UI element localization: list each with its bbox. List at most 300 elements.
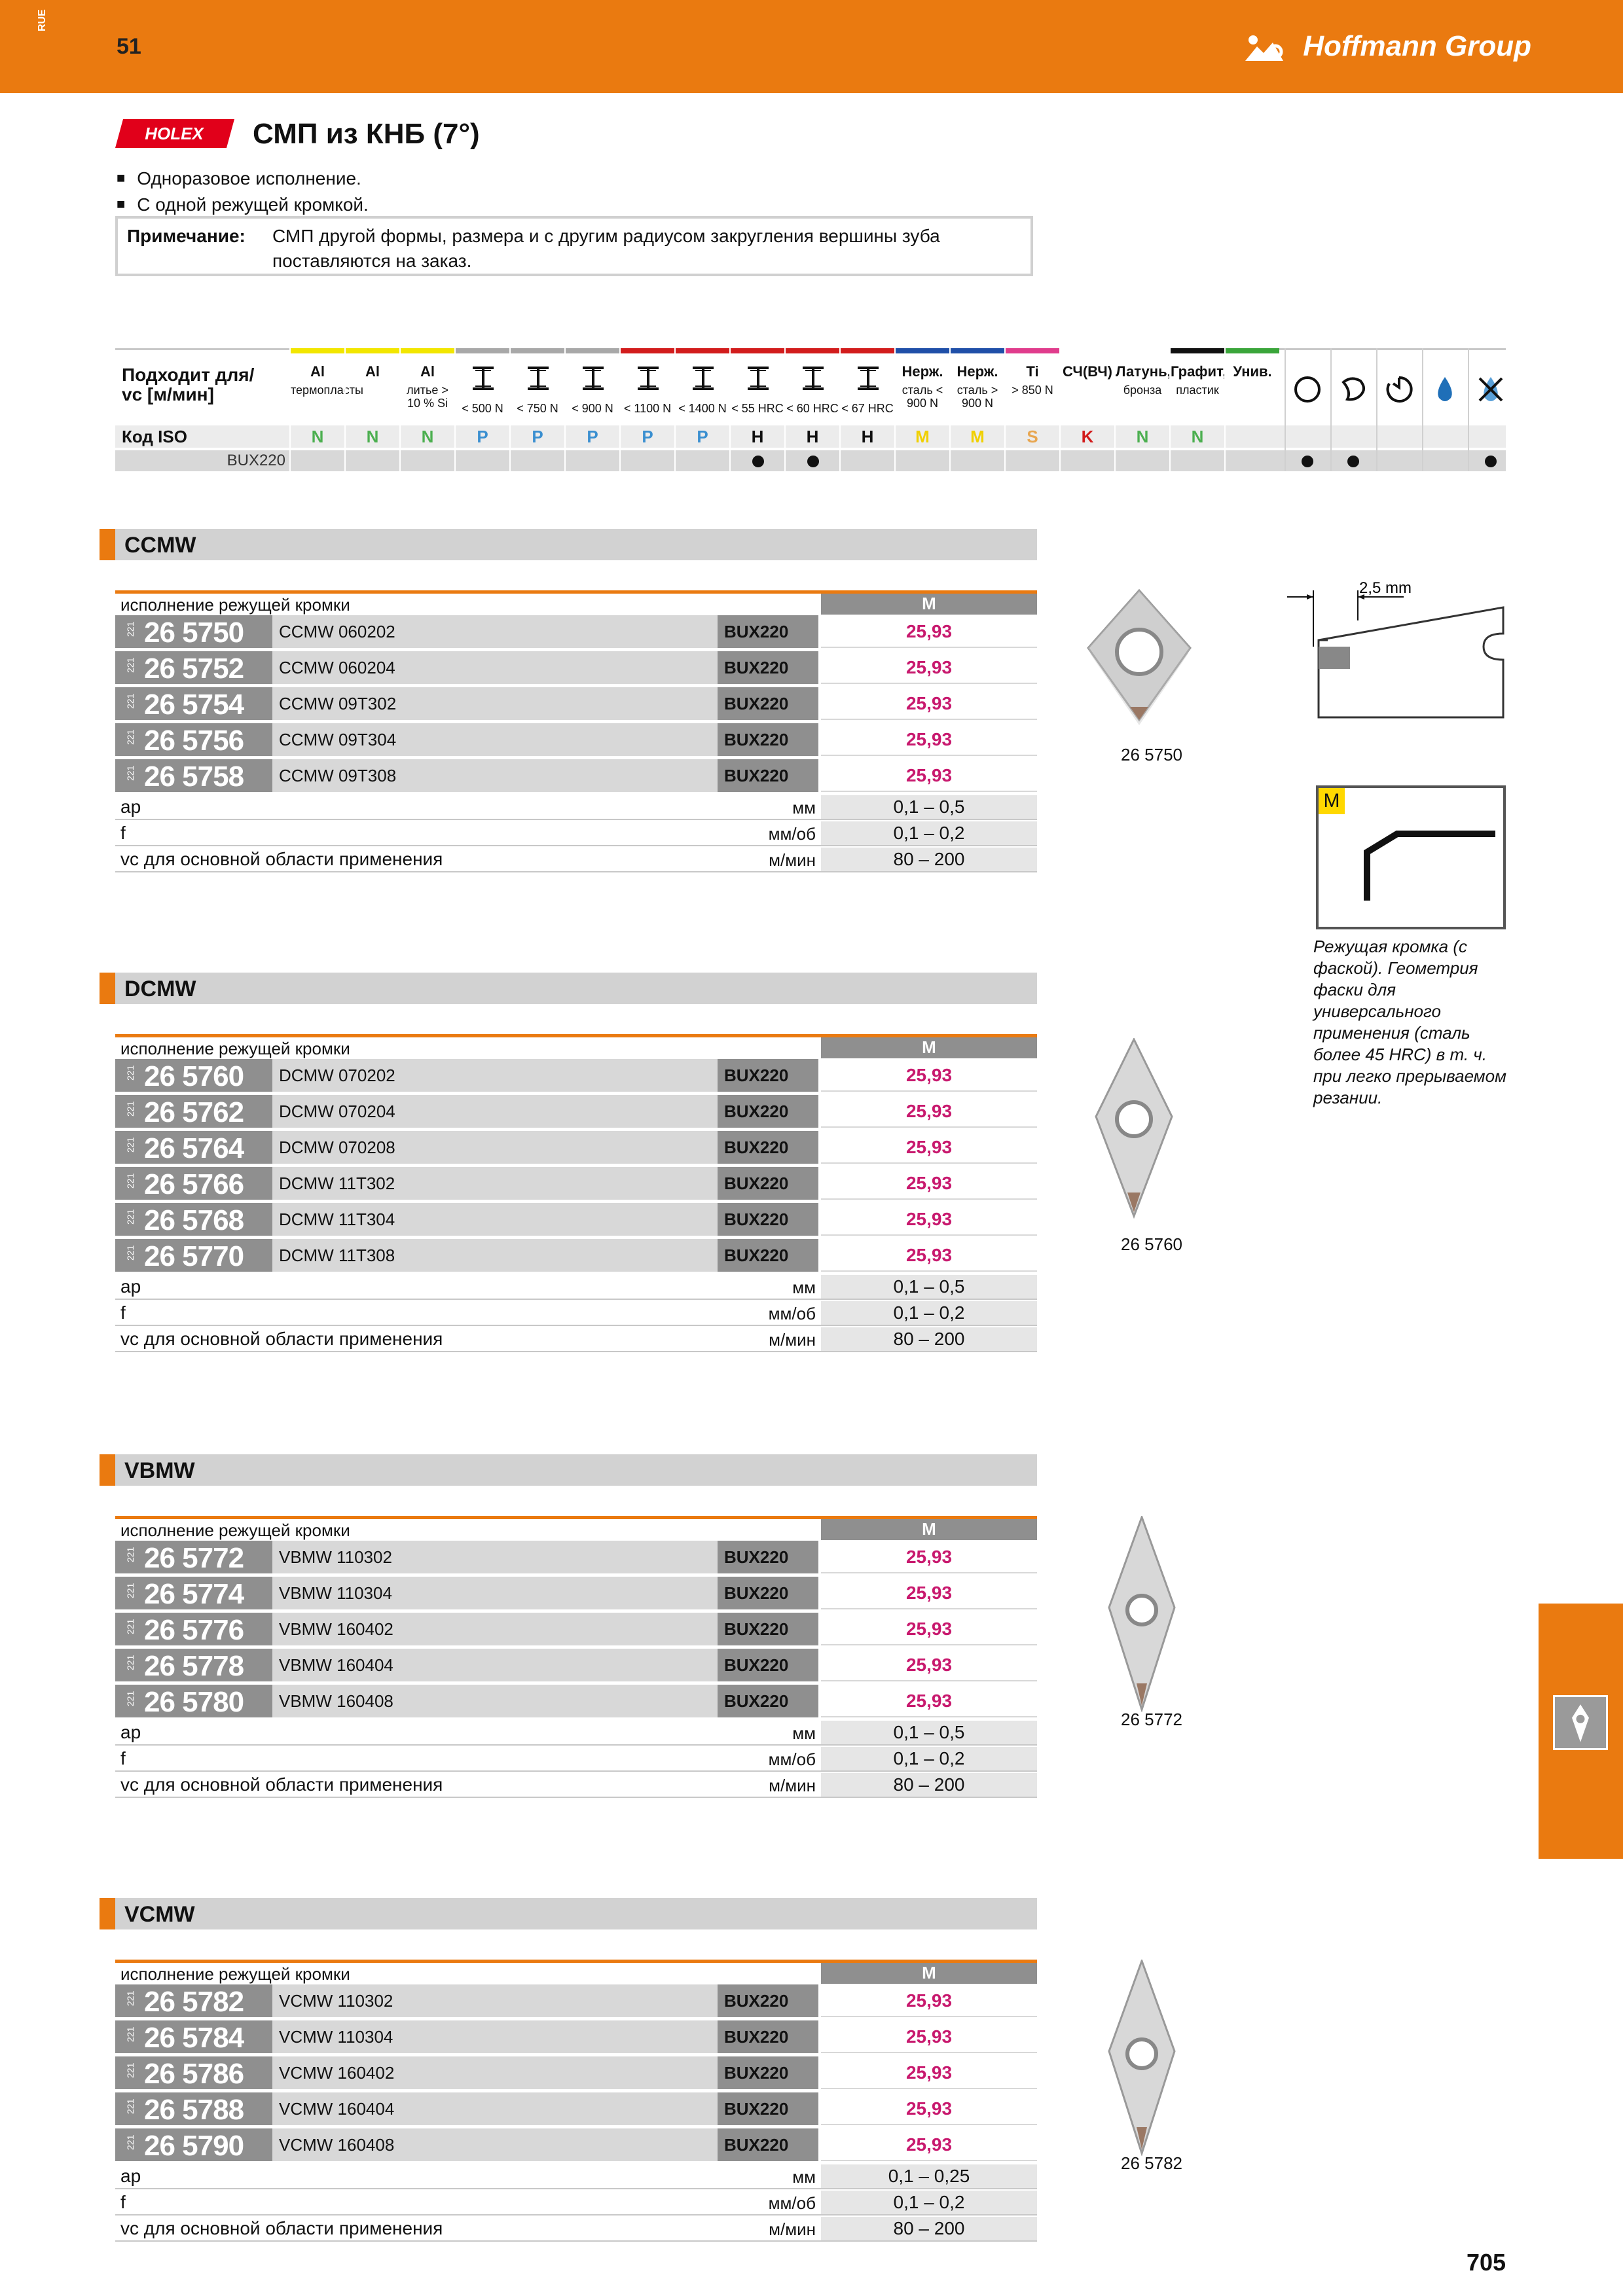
grade: BUX220 [718, 1239, 818, 1272]
article-number-cell [115, 1095, 272, 1128]
article-number-cell [115, 1577, 272, 1609]
cutting-param-value: 0,1 – 0,2 [821, 1301, 1037, 1325]
article-number-cell [115, 1131, 272, 1164]
suitable-dot [1347, 456, 1359, 467]
price: 25,93 [821, 1984, 1037, 2017]
article-prefix: 221 [125, 1691, 136, 1706]
iso-code: N [311, 427, 324, 446]
article-number-cell [115, 759, 272, 792]
material-column [399, 348, 454, 471]
designation: VBMW 110302 [272, 1541, 718, 1573]
material-column [949, 348, 1004, 471]
material-column [1059, 348, 1114, 471]
product-row[interactable] [115, 687, 1037, 721]
cutting-data-row [115, 2164, 1037, 2189]
grade: BUX220 [718, 651, 818, 684]
article-number: 26 5776 [144, 1614, 244, 1646]
cutting-param-unit: мм/об [768, 1304, 816, 1323]
article-prefix: 221 [125, 729, 136, 745]
designation: VBMW 160402 [272, 1613, 718, 1645]
cutting-param-value: 80 – 200 [821, 1773, 1037, 1797]
price: 25,93 [821, 2128, 1037, 2161]
article-number-cell [115, 1541, 272, 1573]
material-color-stripe [401, 348, 454, 353]
article-number-cell [115, 651, 272, 684]
material-column [509, 348, 564, 471]
price: 25,93 [821, 2092, 1037, 2125]
price: 25,93 [821, 1167, 1037, 1200]
note-text: СМП другой формы, размера и с другим радиусом закругления вершины зуба поставляются на заказ. [272, 226, 940, 271]
designation: DCMW 070208 [272, 1131, 718, 1164]
designation: VCMW 160402 [272, 2056, 718, 2089]
section-title-bar [100, 1898, 1037, 1929]
material-spec: < 67 HRC [841, 402, 894, 415]
article-number-cell [115, 1984, 272, 2017]
product-row[interactable] [115, 1167, 1037, 1201]
grade: BUX220 [718, 2092, 818, 2125]
cutting-data-row [115, 1747, 1037, 1772]
cutting-param-label: ap [120, 2166, 141, 2186]
price: 25,93 [821, 1613, 1037, 1645]
edge-header-row [115, 1516, 1037, 1540]
material-column [1114, 348, 1169, 471]
row-header-line2: vc [м/мин] [122, 384, 214, 404]
article-number: 26 5754 [144, 689, 244, 721]
article-number-cell [115, 1167, 272, 1200]
circle-turning-icon [1292, 374, 1322, 404]
article-number: 26 5784 [144, 2022, 244, 2054]
usage-column [1330, 348, 1374, 471]
article-number-cell [115, 2020, 272, 2053]
article-number: 26 5756 [144, 725, 244, 757]
product-row[interactable] [115, 1613, 1037, 1647]
header-bar [0, 0, 1623, 93]
designation: VCMW 160404 [272, 2092, 718, 2125]
grade: BUX220 [718, 687, 818, 720]
hoffmann-logo-icon [1244, 33, 1290, 62]
price: 25,93 [821, 2020, 1037, 2053]
price: 25,93 [821, 1095, 1037, 1128]
iso-code: M [970, 427, 985, 446]
grade: BUX220 [718, 1541, 818, 1573]
section-title-bar [100, 529, 1037, 560]
material-name: СЧ(ВЧ) [1063, 363, 1112, 380]
cutting-param-label: ap [120, 1276, 141, 1297]
article-number: 26 5778 [144, 1650, 244, 1682]
designation: CCMW 09T304 [272, 723, 718, 756]
material-spec: > 850 N [1012, 384, 1053, 397]
product-row[interactable] [115, 615, 1037, 649]
edge-header-label: исполнение режущей кромки [120, 1964, 350, 1984]
material-spec: < 900 N [572, 402, 613, 415]
article-prefix: 221 [125, 1583, 136, 1598]
material-spec: сталь < 900 N [902, 384, 943, 410]
article-number: 26 5760 [144, 1060, 244, 1092]
cutting-param-value: 0,1 – 0,5 [821, 1721, 1037, 1744]
material-spec: бронза [1123, 384, 1162, 397]
article-prefix: 221 [125, 657, 136, 673]
page-number: 705 [1467, 2249, 1506, 2276]
section-title: DCMW [124, 977, 196, 1001]
article-number-cell [115, 1685, 272, 1717]
iso-code: N [366, 427, 379, 446]
cutting-data-row [115, 1275, 1037, 1300]
article-number-cell [115, 1203, 272, 1236]
designation: DCMW 11T302 [272, 1167, 718, 1200]
product-row[interactable] [115, 1984, 1037, 2018]
article-prefix: 221 [125, 693, 136, 709]
material-name: Ti [1026, 363, 1039, 380]
material-color-stripe [346, 348, 399, 353]
designation: DCMW 11T308 [272, 1239, 718, 1272]
product-row[interactable] [115, 2128, 1037, 2162]
brand-logo[interactable] [1244, 30, 1531, 63]
grade: BUX220 [718, 1577, 818, 1609]
material-spec: < 1400 N [678, 402, 727, 415]
material-column [1169, 348, 1227, 471]
material-color-stripe [1226, 348, 1279, 353]
article-prefix: 221 [125, 1245, 136, 1261]
cutting-data-row [115, 2217, 1037, 2242]
material-spec: < 55 HRC [731, 402, 784, 415]
edge-type-tag: M [1319, 788, 1345, 814]
cutting-param-unit: м/мин [769, 850, 816, 870]
material-color-stripe [1171, 348, 1224, 353]
cutting-param-label: f [120, 2192, 126, 2212]
material-column [564, 348, 619, 471]
dcmw-image-caption: 26 5760 [1121, 1234, 1182, 1254]
cutting-param-value: 0,1 – 0,5 [821, 795, 1037, 819]
article-prefix: 221 [125, 621, 136, 637]
price: 25,93 [821, 1577, 1037, 1609]
material-color-stripe [621, 348, 674, 353]
chapter-tab[interactable] [1539, 1604, 1623, 1859]
article-number-cell [115, 2128, 272, 2161]
material-column [454, 348, 509, 471]
holex-logo [115, 119, 234, 148]
cutting-data-row [115, 1721, 1037, 1746]
cutting-param-unit: мм [792, 2167, 816, 2187]
edge-header-row [115, 1960, 1037, 1984]
chamfered-edge-icon [1358, 814, 1502, 906]
cutting-param-label: f [120, 823, 126, 843]
article-number-cell [115, 1613, 272, 1645]
cutting-data-row [115, 1301, 1037, 1326]
material-color-stripe [841, 348, 894, 353]
vcmw-insert-image [1108, 1960, 1176, 2156]
article-prefix: 221 [125, 1065, 136, 1081]
iso-code: P [532, 427, 543, 446]
steel-beam-icon [856, 365, 880, 391]
article-prefix: 221 [125, 1209, 136, 1225]
material-color-stripe [1061, 348, 1114, 353]
cutting-param-value: 0,1 – 0,2 [821, 821, 1037, 845]
material-name: Латунь, [1116, 363, 1171, 380]
product-row[interactable] [115, 1203, 1037, 1237]
suitable-dot [807, 456, 819, 467]
cutting-param-label: vc для основной области применения [120, 1774, 443, 1795]
material-color-stripe [951, 348, 1004, 353]
article-prefix: 221 [125, 1137, 136, 1153]
article-prefix: 221 [125, 1173, 136, 1189]
article-number-cell [115, 2056, 272, 2089]
product-row[interactable] [115, 1059, 1037, 1093]
price: 25,93 [821, 687, 1037, 720]
cutting-param-value: 0,1 – 0,2 [821, 2191, 1037, 2214]
material-name: Графит, [1171, 363, 1227, 380]
iso-code: M [915, 427, 930, 446]
grade: BUX220 [718, 615, 818, 648]
material-color-stripe [896, 348, 949, 353]
grade: BUX220 [718, 1984, 818, 2017]
product-row[interactable] [115, 1649, 1037, 1683]
cutting-param-label: vc для основной области применения [120, 849, 443, 869]
article-number: 26 5774 [144, 1578, 244, 1610]
designation: DCMW 11T304 [272, 1203, 718, 1236]
designation: VCMW 110302 [272, 1984, 718, 2017]
product-row[interactable] [115, 2092, 1037, 2126]
contour-turning-icon [1338, 374, 1368, 404]
grade: BUX220 [718, 1131, 818, 1164]
cutting-param-label: ap [120, 1722, 141, 1742]
vbmw-insert-image [1108, 1516, 1176, 1712]
cutting-param-unit: мм/об [768, 1749, 816, 1769]
product-row[interactable] [115, 1577, 1037, 1611]
cutting-param-value: 0,1 – 0,2 [821, 1747, 1037, 1770]
material-color-stripe [1116, 348, 1169, 353]
article-prefix: 221 [125, 1101, 136, 1117]
iso-code: P [477, 427, 488, 446]
language-code: RUE [37, 9, 48, 31]
cutting-data-row [115, 848, 1037, 872]
article-number: 26 5758 [144, 761, 244, 793]
usage-column [1422, 348, 1465, 471]
product-row[interactable] [115, 1685, 1037, 1719]
article-prefix: 221 [125, 2026, 136, 2042]
article-number: 26 5770 [144, 1240, 244, 1272]
article-number: 26 5768 [144, 1204, 244, 1236]
cutting-param-value: 0,1 – 0,5 [821, 1275, 1037, 1299]
article-prefix: 221 [125, 1619, 136, 1634]
article-prefix: 221 [125, 2098, 136, 2114]
price: 25,93 [821, 1685, 1037, 1717]
cutting-param-label: ap [120, 797, 141, 817]
article-prefix: 221 [125, 2062, 136, 2078]
cutting-param-unit: м/мин [769, 2219, 816, 2239]
price: 25,93 [821, 1239, 1037, 1272]
edge-description: Режущая кромка (с фаской). Геометрия фаски для универсального применения (сталь более 45 HRC) в т. ч. при легко прерываемом резании. [1313, 937, 1506, 1107]
article-number-cell [115, 723, 272, 756]
price: 25,93 [821, 1649, 1037, 1681]
holex-logo-text: HOLEX [145, 124, 204, 143]
material-name: Al [310, 363, 325, 380]
material-column [729, 348, 784, 471]
material-name: Al [420, 363, 435, 380]
article-prefix: 221 [125, 1990, 136, 2006]
product-row[interactable] [115, 723, 1037, 757]
article-number-cell [115, 1059, 272, 1092]
cutting-data-row [115, 2191, 1037, 2215]
material-color-stripe [676, 348, 729, 353]
article-number-cell [115, 1239, 272, 1272]
article-number: 26 5782 [144, 1986, 244, 2018]
iso-code: P [697, 427, 708, 446]
edge-header-label: исполнение режущей кромки [120, 1039, 350, 1058]
section-title-bar [100, 1454, 1037, 1486]
product-row[interactable] [115, 651, 1037, 685]
article-number: 26 5772 [144, 1542, 244, 1574]
iso-code: S [1027, 427, 1038, 446]
designation: VBMW 110304 [272, 1577, 718, 1609]
section-title: VBMW [124, 1458, 195, 1483]
product-row[interactable] [115, 1541, 1037, 1575]
material-spec: сталь > 900 N [957, 384, 998, 410]
steel-beam-icon [691, 365, 715, 391]
ccmw-image-caption: 26 5750 [1121, 745, 1182, 764]
article-number-cell [115, 687, 272, 720]
vbmw-image-caption: 26 5772 [1121, 1710, 1182, 1729]
cutting-param-label: vc для основной области применения [120, 2218, 443, 2238]
price: 25,93 [821, 1541, 1037, 1573]
edge-type-diagram [1316, 785, 1506, 929]
product-row[interactable] [115, 759, 1037, 793]
edge-type-header: M [821, 1037, 1037, 1058]
article-prefix: 221 [125, 1547, 136, 1562]
feature-item: ■ С одной режущей кромкой. [117, 192, 369, 219]
section-title: VCMW [124, 1902, 195, 1927]
designation: VCMW 110304 [272, 2020, 718, 2053]
edge-type-header: M [821, 1519, 1037, 1540]
article-number: 26 5752 [144, 653, 244, 685]
edge-header-label: исполнение режущей кромки [120, 1520, 350, 1540]
chamfer-dimension: 2,5 mm [1359, 581, 1412, 597]
iso-code: H [751, 427, 764, 446]
designation: CCMW 09T308 [272, 759, 718, 792]
material-spec: термопласты [291, 384, 363, 397]
article-prefix: 221 [125, 765, 136, 781]
cutting-data-row [115, 1773, 1037, 1798]
article-number: 26 5750 [144, 617, 244, 649]
product-row[interactable] [115, 1095, 1037, 1129]
material-spec: < 500 N [462, 402, 503, 415]
dry-machining-icon [1476, 374, 1506, 404]
material-spec: < 1100 N [623, 402, 672, 415]
cutting-param-unit: мм/об [768, 2193, 816, 2213]
material-name: Al [365, 363, 380, 380]
price: 25,93 [821, 1131, 1037, 1164]
price: 25,93 [821, 2056, 1037, 2089]
grade: BUX220 [718, 1095, 818, 1128]
article-number: 26 5790 [144, 2130, 244, 2162]
iso-code: H [806, 427, 819, 446]
article-number: 26 5766 [144, 1168, 244, 1200]
cutting-data-row [115, 1327, 1037, 1352]
price: 25,93 [821, 651, 1037, 684]
designation: CCMW 060204 [272, 651, 718, 684]
product-row[interactable] [115, 2056, 1037, 2090]
grade: BUX220 [718, 1613, 818, 1645]
note-label: Примечание: [127, 226, 246, 246]
material-column [839, 348, 894, 471]
iso-code: N [1191, 427, 1204, 446]
grade: BUX220 [718, 2056, 818, 2089]
cutting-param-value: 80 – 200 [821, 1327, 1037, 1351]
suitability-row-header [122, 365, 254, 404]
material-color-stripe [566, 348, 619, 353]
suitable-dot [1302, 456, 1313, 467]
designation: CCMW 060202 [272, 615, 718, 648]
material-color-stripe [786, 348, 839, 353]
note-box [115, 216, 1033, 276]
cutting-param-label: f [120, 1302, 126, 1323]
price: 25,93 [821, 1203, 1037, 1236]
brand-name: Hoffmann Group [1303, 30, 1531, 62]
grade: BUX220 [718, 723, 818, 756]
feature-item: ■ Одноразовое исполнение. [117, 166, 369, 192]
material-name: Нерж. [957, 363, 998, 380]
product-row[interactable] [115, 1131, 1037, 1165]
section-title: CCMW [124, 533, 196, 558]
price: 25,93 [821, 759, 1037, 792]
article-number-cell [115, 1649, 272, 1681]
steel-beam-icon [471, 365, 495, 391]
turning-insert-tab-icon [1553, 1695, 1608, 1750]
steel-beam-icon [581, 365, 605, 391]
material-color-stripe [731, 348, 784, 353]
material-column [1224, 348, 1279, 471]
iso-code: P [587, 427, 598, 446]
iso-code: N [1136, 427, 1149, 446]
ccmw-insert-image [1087, 589, 1192, 740]
edge-geometry-diagram [1287, 581, 1510, 732]
article-number-cell [115, 2092, 272, 2125]
material-column [674, 348, 729, 471]
material-spec: литье > 10 % Si [407, 384, 448, 410]
section-page-number: 51 [117, 34, 141, 59]
row-header-line1: Подходит для/ [122, 365, 255, 385]
page-title: СМП из КНБ (7°) [253, 118, 480, 150]
price: 25,93 [821, 723, 1037, 756]
feature-list [117, 166, 369, 219]
steel-beam-icon [801, 365, 825, 391]
article-prefix: 221 [125, 1655, 136, 1670]
grade: BUX220 [718, 1649, 818, 1681]
usage-column [1285, 348, 1328, 471]
cutting-param-unit: мм/об [768, 824, 816, 844]
material-column [344, 348, 399, 471]
material-name: Нерж. [902, 363, 943, 380]
iso-code-label: Код ISO [122, 427, 187, 446]
cutting-param-unit: м/мин [769, 1330, 816, 1350]
steel-beam-icon [636, 365, 660, 391]
price: 25,93 [821, 1059, 1037, 1092]
grade-label: BUX220 [227, 452, 285, 469]
edge-header-row [115, 1034, 1037, 1058]
grade: BUX220 [718, 759, 818, 792]
material-color-stripe [511, 348, 564, 353]
material-column [1004, 348, 1059, 471]
designation: DCMW 070202 [272, 1059, 718, 1092]
material-column [289, 348, 363, 471]
cutting-param-unit: мм [792, 1278, 816, 1297]
product-row[interactable] [115, 1239, 1037, 1273]
edge-header-row [115, 590, 1037, 615]
steel-beam-icon [746, 365, 770, 391]
vcmw-image-caption: 26 5782 [1121, 2153, 1182, 2173]
cutting-param-unit: мм [792, 1723, 816, 1743]
grade: BUX220 [718, 1203, 818, 1236]
product-row[interactable] [115, 2020, 1037, 2054]
